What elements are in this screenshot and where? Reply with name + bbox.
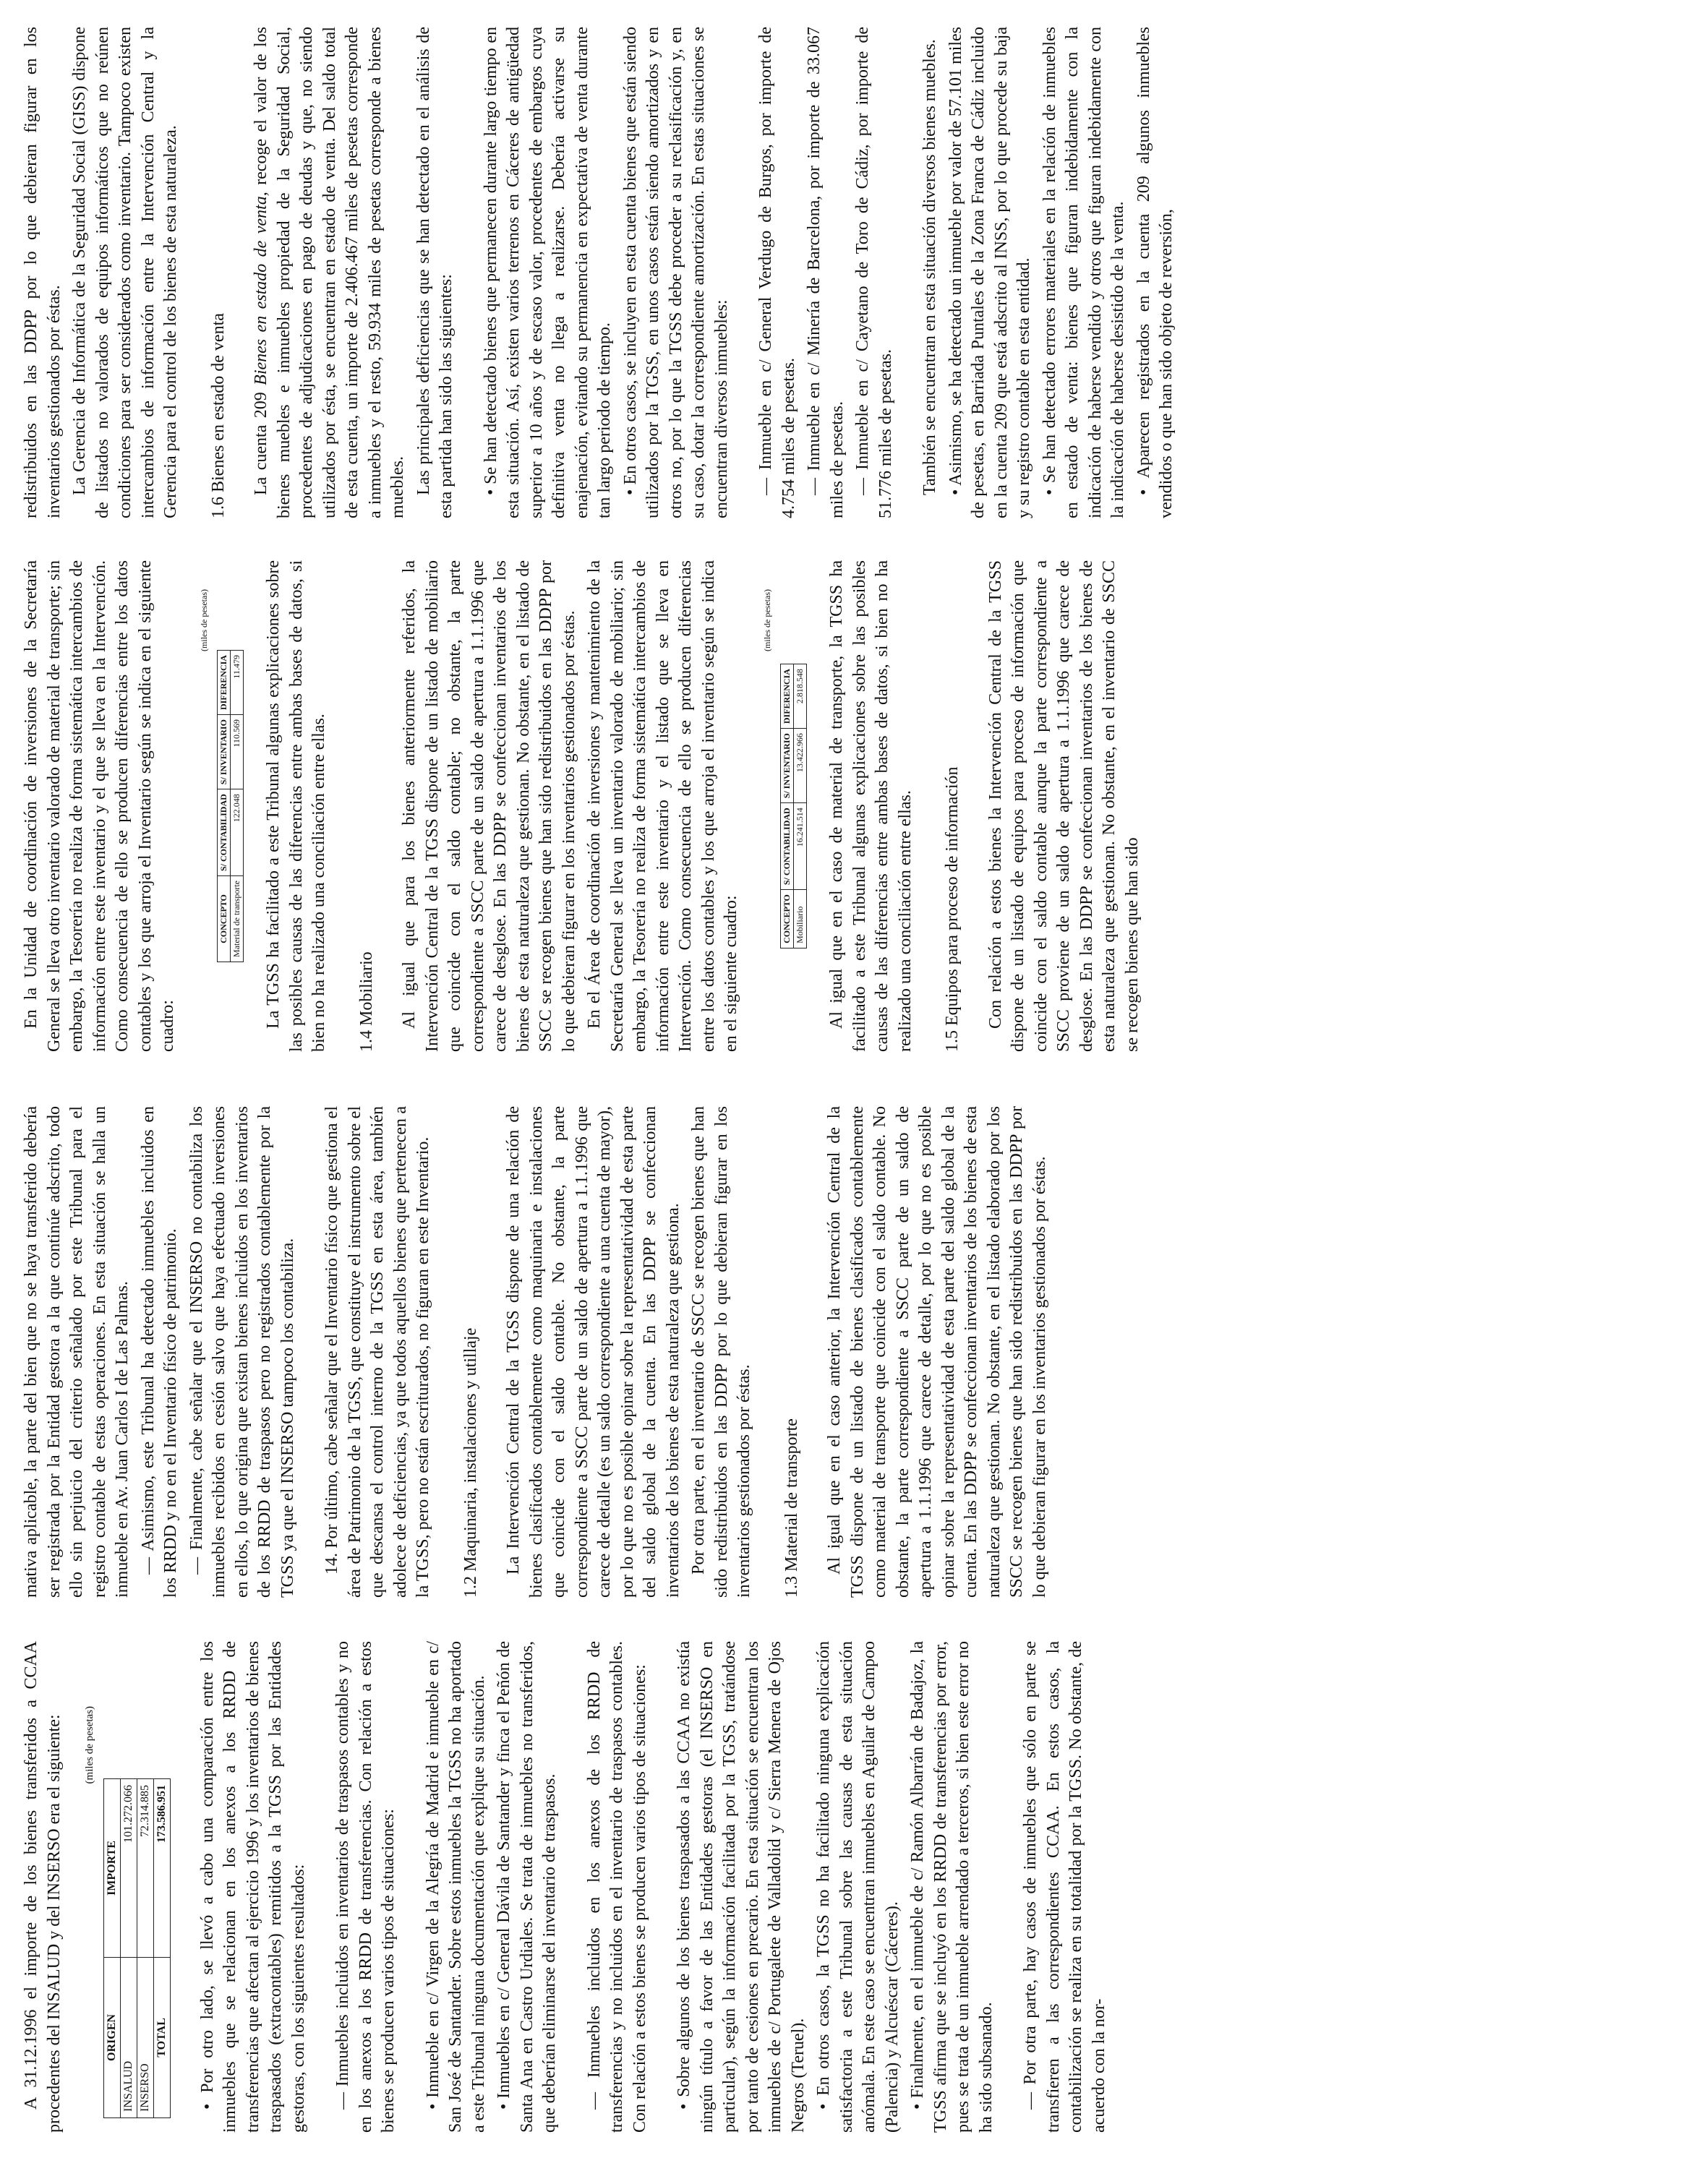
cell-origen: INSERSO bbox=[137, 1957, 153, 2117]
column-4 bbox=[20, 27, 1654, 518]
paragraph: • Por otro lado, se llevó a cabo una comparación entre los inmuebles que se relacionan en los anexos a los RRDD de transferencias que afectan al ejercicio 1996 y los inventarios de bienes traspasados (extracontables) remitidos a la TGSS por las Entidades gestoras, con los siguientes resultados: bbox=[197, 1641, 308, 2133]
paragraph bbox=[250, 27, 410, 518]
paragraph: A 31.12.1996 el importe de los bienes transferidos a CCAA procedentes del INSALUD y del INSERSO era el siguiente: bbox=[22, 1641, 64, 2133]
rotated-page bbox=[0, 15, 1667, 2158]
cell-importe: 101.272.066 bbox=[120, 1779, 137, 1958]
paragraph: • Aparecen registrados en la cuenta 209 algunos inmuebles vendidos o que han sido objeto de reversión, bbox=[1134, 27, 1176, 518]
table-total-row bbox=[153, 1779, 170, 2118]
column-header-origen: ORIGEN bbox=[103, 1957, 120, 2117]
section-heading-1-2: 1.2 Maquinaria, instalaciones y utillaje bbox=[461, 1327, 480, 1598]
cell-contabilidad: 16.241.514 bbox=[794, 803, 807, 890]
paragraph: mativa aplicable, la parte del bien que no se haya transferido debería ser registrada por la Entidad gestora a la que continúe adscrito, todo ello sin perjuicio del criterio señalado por este Tribunal para el registro contable de estas operaciones. En esta situación se halla un inmueble en Av. Juan Carlos I de Las Palmas. bbox=[22, 1106, 132, 1598]
paragraph: La TGSS ha facilitado a este Tribunal algunas explicaciones sobre las posibles causas de las diferencias entre ambas bases de datos, si bien no ha realizado una conciliación entre ellas. bbox=[264, 560, 328, 1052]
table-row bbox=[231, 651, 244, 962]
paragraph: — Inmuebles incluidos en inventarios de traspasos contables y no en los anexos a los RRDD de transferencias. Con relación a estos bienes se producen varios tipos de situaciones: bbox=[333, 1641, 398, 2133]
paragraph: Con relación a estos bienes la Intervención Central de la TGSS dispone de un listado de equipos para proceso de información que coincide con el saldo contable aunque la parte correspondiente a SSCC proviene de un saldo de apertura a 1.1.1996 que carece de desglose. En las DDPP se confeccionan inventarios de los bienes de esta naturaleza que gestionan. No obstante, en el inventario de SSCC se recogen bienes que han sido bbox=[985, 560, 1142, 1052]
account-title: Bienes en estado de venta, bbox=[252, 192, 270, 385]
paragraph: Las principales deficiencias que se han detectado en el análisis de esta partida han sido las siguientes: bbox=[414, 27, 456, 518]
paragraph: • En otros casos, se incluyen en esta cuenta bienes que están siendo utilizados por la TGSS, en unos casos están siendo amortizados y en otros no, por lo que la TGSS debe proceder a su reclasificación y, en su caso, dotar la correspondiente amortización. En estas situaciones se encuentran diversos inmuebles: bbox=[620, 27, 731, 518]
paragraph: • Finalmente, en el inmueble de c/ Ramón Albarrán de Badajoz, la TGSS afirma que se incluyó en los RRDD de transferencias por error, pues se trata de un inmueble arrendado a terceros, si bien este error no ha sido subsanado. bbox=[908, 1641, 996, 2133]
cell-inventario: 110.569 bbox=[231, 715, 244, 789]
table-row bbox=[794, 664, 807, 948]
furniture-table bbox=[780, 664, 807, 948]
paragraph: — Inmueble en c/ Minería de Barcelona, por importe de 33.067 miles de pesetas. bbox=[805, 27, 847, 518]
cell-origen: INSALUD bbox=[120, 1957, 137, 2117]
paragraph: — Asimismo, este Tribunal ha detectado inmuebles incluidos en los RRDD y no en el Inventario físico de patrimonio. bbox=[138, 1106, 180, 1598]
paragraph: La Intervención Central de la TGSS dispone de una relación de bienes clasificados contablemente como maquinaria e instalaciones que coincide con el saldo contable. No obstante, la parte correspondiente a SSCC parte de un saldo de apertura a 1.1.1996 que carece de detalle (es un saldo correspondiente a una cuenta de mayor), por lo que no es posible opinar sobre la representatividad de esta parte del saldo global de la cuenta. En las DDPP se confeccionan inventarios de los bienes de esta naturaleza que gestiona. bbox=[504, 1106, 683, 1598]
paragraph: — Inmuebles incluidos en los anexos de los RRDD de transferencias y no incluidos en el inventario de traspasos contables. Con relación a estos bienes se producen varios tipos de situaciones: bbox=[584, 1641, 649, 2133]
column-3 bbox=[20, 560, 1654, 1052]
section-heading-1-6: 1.6 Bienes en estado de venta bbox=[208, 313, 228, 518]
paragraph: redistribuidos en las DDPP por lo que debieran figurar en los inventarios gestionados por éstas. bbox=[22, 27, 64, 518]
cell-inventario: 13.422.966 bbox=[794, 729, 807, 803]
text-run: La cuenta 209 bbox=[252, 385, 270, 495]
column-header-inventario: S/ INVENTARIO bbox=[218, 715, 231, 789]
section-heading-1-3: 1.3 Material de transporte bbox=[782, 1418, 801, 1598]
table-unit: (miles de pesetas) bbox=[761, 589, 772, 651]
paragraph: Al igual que para los bienes anteriormente referidos, la Intervención Central de la TGSS dispone de un listado de mobiliario que coincide con el saldo contable; no obstante, la parte correspondiente a SSCC parte de un saldo de apertura a 1.1.1996 que carece de desglose. En las DDPP se confeccionan inventarios de los bienes de esta naturaleza que gestionan. No obstante, en el listado de SSCC se recogen bienes que han sido redistribuidos en las DDPP por lo que debieran figurar en los inventarios gestionados por éstas. bbox=[400, 560, 578, 1052]
table-row bbox=[137, 1779, 153, 2118]
paragraph: • Asimismo, se ha detectado un inmueble por valor de 57.101 miles de pesetas, en Barriada Puntales de la Zona Franca de Cádiz incluido en la cuenta 209 que está adscrito al INSS, por lo que procede su baja y su registro contable en esta entidad. bbox=[946, 27, 1033, 518]
transfers-table bbox=[103, 1778, 171, 2118]
table-unit: (miles de pesetas) bbox=[198, 589, 209, 651]
paragraph: La Gerencia de Informática de la Seguridad Social (GISS) dispone de listados no valorados de equipos informáticos que no reúnen condiciones para ser considerados como inventario. Tampoco existen intercambios de información entre la Intervención Central y la Gerencia para el control de los bienes de esta naturaleza. bbox=[70, 27, 180, 518]
text-run: recoge el valor de los bienes muebles e inmuebles propiedad de la Seguridad Social, procedentes de adjudicaciones en pago de deudas y que, no siendo utilizados por ésta, se encuentran en estado de venta. Del saldo total de esta cuenta, un importe de 2.406.467 miles de pesetas corresponde a inmuebles y el resto, 59.934 miles de pesetas corresponde a bienes muebles. bbox=[252, 27, 407, 518]
paragraph: 14. Por último, cabe señalar que el Inventario físico que gestiona el área de Patrimonio de la TGSS, que constituye el instrumento sobre el que descansa el control interno de la TGSS en esta área, también adolece de deficiencias, ya que todos aquellos bienes que pertenecen a la TGSS, pero no están escriturados, no figuran en este Inventario. bbox=[322, 1106, 432, 1598]
cell-diferencia: 11.479 bbox=[231, 651, 244, 715]
cell-concepto: Mobiliario bbox=[794, 890, 807, 948]
paragraph: También se encuentran en esta situación diversos bienes muebles. bbox=[920, 39, 939, 495]
column-header-diferencia: DIFERENCIA bbox=[781, 664, 794, 729]
column-header-diferencia: DIFERENCIA bbox=[218, 651, 231, 715]
paragraph: • Inmuebles en c/ General Dávila de Santander y finca el Peñón de Santa Ana en Castro Urdiales. Se trata de inmuebles no transferidos, que deberían eliminarse del inventario de traspasos. bbox=[495, 1641, 559, 2133]
paragraph: • Sobre algunos de los bienes traspasados a las CCAA no existía ningún título a favor de las Entidades gestoras (el INSERSO en particular), según la información facilitada por la TGSS, tratándose por tanto de cesiones en precario. En esta situación se encuentran los inmuebles de c/ Portugalete de Valladolid y c/ Sierra Menera de Ojos Negros (Teruel). bbox=[675, 1641, 808, 2133]
paragraph: • Inmueble en c/ Virgen de la Alegría de Madrid e inmueble en c/ San José de Santander. Sobre estos inmuebles la TGSS no ha aportado a este Tribunal ninguna documentación que explique su situación. bbox=[423, 1641, 488, 2133]
cell-total-label: TOTAL bbox=[153, 1957, 170, 2117]
column-1 bbox=[20, 1641, 1654, 2133]
paragraph: • En otros casos, la TGSS no ha facilitado ninguna explicación satisfactoria a este Tribunal sobre las causas de esta situación anómala. En este caso se encuentran inmuebles en Aguilar de Campoo (Palencia) y Alcuéscar (Cáceres). bbox=[814, 1641, 902, 2133]
cell-contabilidad: 122.048 bbox=[231, 789, 244, 876]
paragraph: • Se han detectado bienes que permanecen durante largo tiempo en esta situación. Así, existen varios terrenos en Cáceres de antigüedad superior a 10 años y de escaso valor, procedentes de embargos cuya definitiva venta no llega a realizarse. Debería activarse su enajenación, evitando su permanencia en expectativa de venta durante tan largo periodo de tiempo. bbox=[481, 27, 614, 518]
column-header-contabilidad: S/ CONTABILIDAD bbox=[218, 789, 231, 876]
column-header-importe: IMPORTE bbox=[103, 1779, 120, 1958]
cell-importe: 72.314.885 bbox=[137, 1779, 153, 1958]
table-row bbox=[120, 1779, 137, 2118]
column-2 bbox=[20, 1106, 1654, 1598]
paragraph: En el Área de coordinación de inversiones y mantenimiento de la Secretaría General se lleva un inventario valorado de mobiliario; sin embargo, la Tesorería no realiza de forma sistemática intercambios de información entre este inventario y el listado que se lleva en Intervención. Como consecuencia de ello se producen diferencias entre los datos contables y los que arroja el inventario según se indica en el siguiente cuadro: bbox=[585, 560, 740, 1052]
paragraph: — Finalmente, cabe señalar que el INSERSO no contabiliza los inmuebles recibidos en cesión salvo que haya efectuado inversiones en ellos, lo que origina que existan bienes incluidos en los inventarios de los RRDD de traspasos pero no registrados contablemente por la TGSS ya que el INSERSO tampoco los contabiliza. bbox=[187, 1106, 297, 1598]
transport-table bbox=[217, 650, 244, 962]
cell-diferencia: 2.818.548 bbox=[794, 664, 807, 729]
paragraph: — Inmueble en c/ General Verdugo de Burgos, por importe de 4.754 miles de pesetas. bbox=[756, 27, 798, 518]
column-header-concepto: CONCEPTO bbox=[218, 876, 231, 962]
paragraph: En la Unidad de coordinación de inversiones de la Secretaría General se lleva otro inventario valorado de material de transporte; sin embargo, la Tesorería no realiza de forma sistemática intercambios de información entre este inventario y el que se lleva en la Intervención. Como consecuencia de ello se producen diferencias entre los datos contables y los que arroja el Inventario según se indica en el siguiente cuadro: bbox=[22, 560, 177, 1052]
paragraph: • Se han detectado errores materiales en la relación de inmuebles en estado de venta: bienes que figuran indebidamente con la indicación de haberse vendido y otros que figuran indebidamente con la indicación de haberse desistido de la venta. bbox=[1040, 27, 1127, 518]
section-heading-1-5: 1.5 Equipos para proceso de información bbox=[943, 766, 962, 1052]
table-unit: (miles de pesetas) bbox=[84, 1706, 95, 1784]
column-header-inventario: S/ INVENTARIO bbox=[781, 729, 794, 803]
paragraph: Al igual que en el caso de material de transporte, la TGSS ha facilitado a este Tribunal algunas explicaciones sobre las posibles causas de las diferencias entre ambas bases de datos, si bien no ha realizado una conciliación entre ellas. bbox=[827, 560, 915, 1052]
paragraph: — Inmueble en c/ Cayetano de Toro de Cádiz, por importe de 51.776 miles de pesetas. bbox=[853, 27, 895, 518]
cell-concepto: Material de transporte bbox=[231, 876, 244, 962]
paragraph: Al igual que en el caso anterior, la Intervención Central de la TGSS dispone de un listado de bienes clasificados contablemente como material de transporte que coincide con el saldo contable. No obstante, la parte correspondiente a SSCC parte de un saldo de apertura a 1.1.1996 que carece de detalle, por lo que no es posible opinar sobre la representatividad de esta parte del saldo global de la cuenta. En las DDPP se confeccionan inventarios de los bienes de esta naturaleza que gestionan. No obstante, en el listado elaborado por los SSCC se recogen bienes que han sido redistribuidos en las DDPP por lo que debieran figurar en los inventarios gestionados por éstas. bbox=[825, 1106, 1049, 1598]
column-header-concepto: CONCEPTO bbox=[781, 890, 794, 948]
section-heading-1-4: 1.4 Mobiliario bbox=[356, 951, 376, 1052]
paragraph: Por otra parte, en el inventario de SSCC se recogen bienes que han sido redistribuidos en las DDPP por lo que debieran figurar en los inventarios gestionados por éstas. bbox=[689, 1106, 753, 1598]
paragraph: — Por otra parte, hay casos de inmuebles que sólo en parte se transfieren a las correspondientes CCAA. En estos casos, la contabilización se realiza en su totalidad por la TGSS. No obstante, de acuerdo con la nor- bbox=[1021, 1641, 1108, 2133]
cell-total-importe: 173.586.951 bbox=[153, 1779, 170, 1958]
column-header-contabilidad: S/ CONTABILIDAD bbox=[781, 803, 794, 890]
